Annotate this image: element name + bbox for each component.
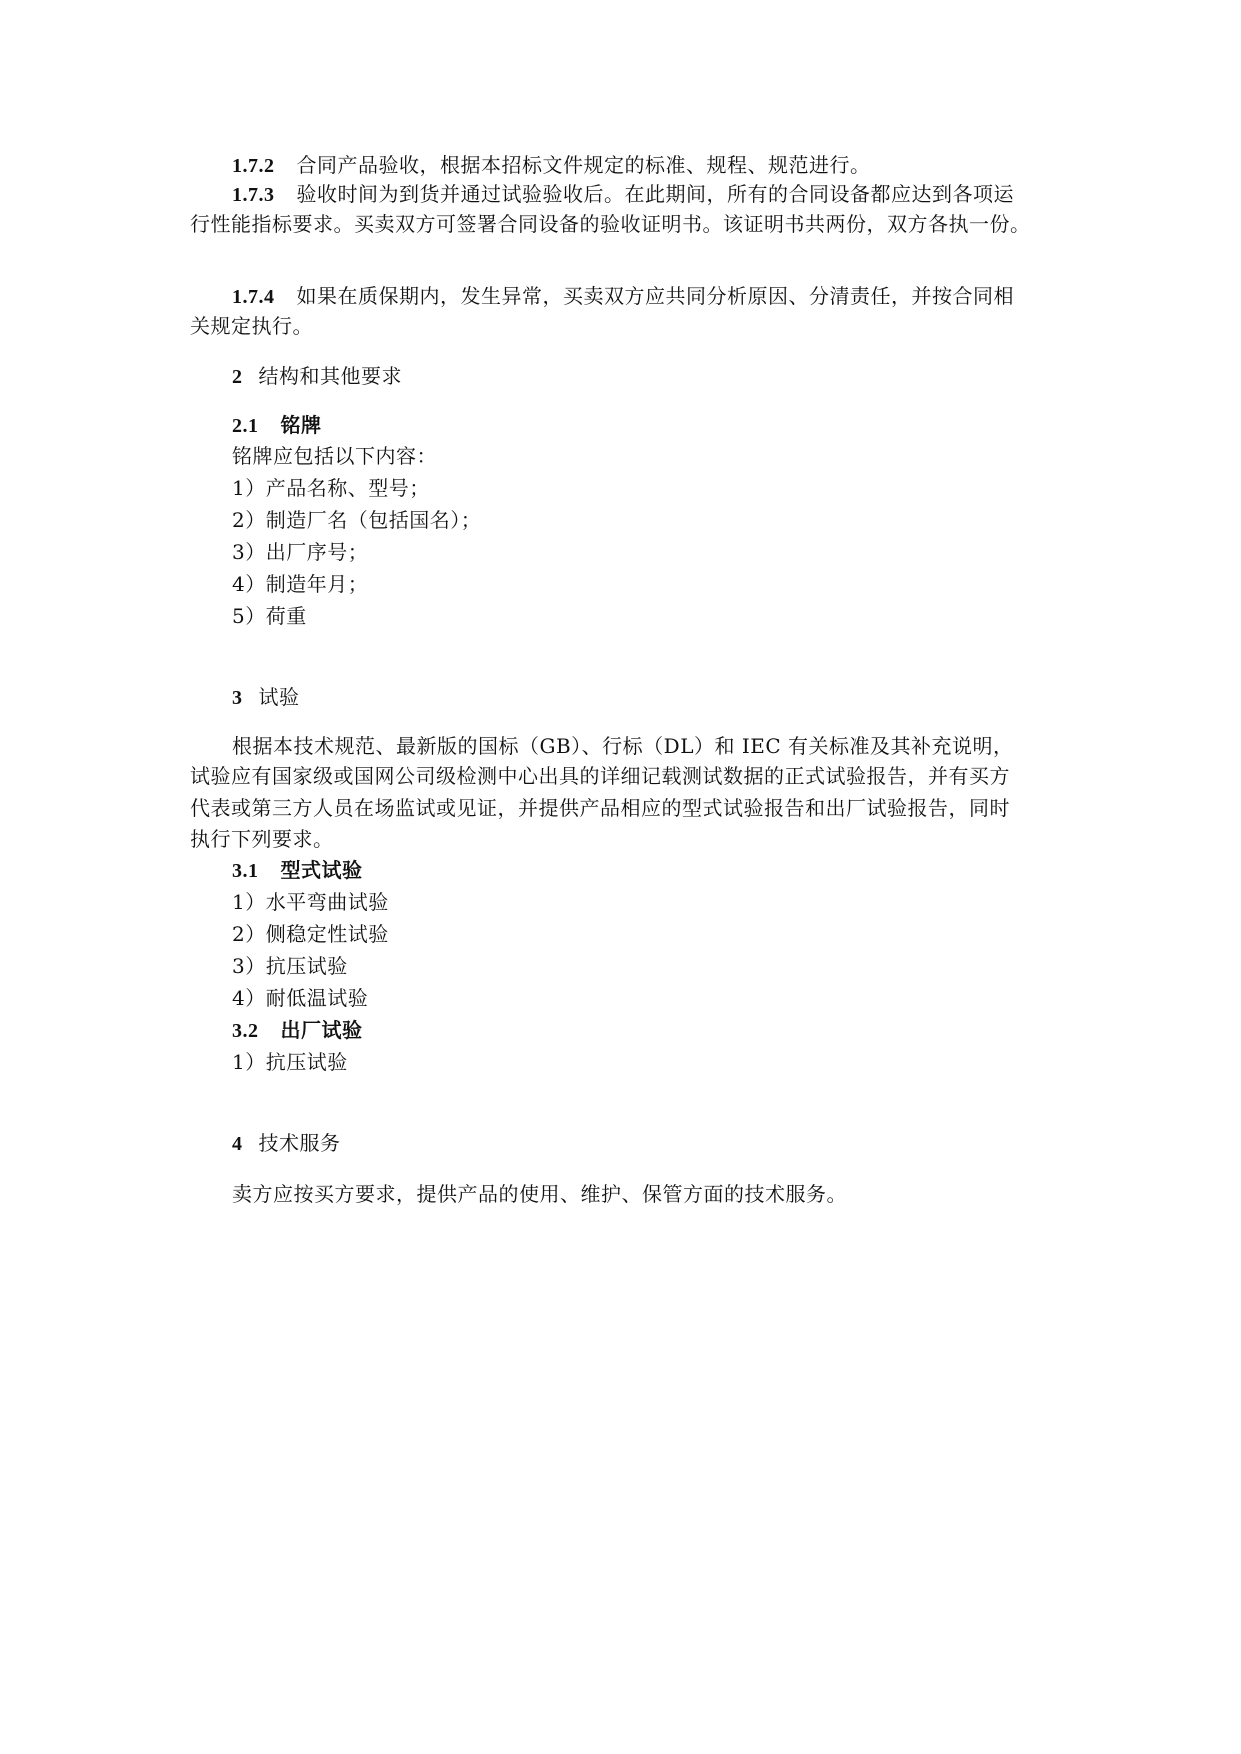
section-title: 出厂试验 xyxy=(280,1018,363,1042)
intro-text: 铭牌应包括以下内容： xyxy=(232,444,437,468)
list-item xyxy=(232,603,1112,629)
section-3-paragraph-line xyxy=(190,795,1070,821)
section-3-heading xyxy=(232,684,1112,711)
section-number: 3 xyxy=(232,687,243,709)
paragraph-text: 代表或第三方人员在场监试或见证，并提供产品相应的型式试验报告和出厂试验报告，同时 xyxy=(190,796,1010,820)
clause-number: 1.7.4 xyxy=(232,286,275,308)
section-number: 3.2 xyxy=(232,1020,259,1042)
list-item-text: 1）水平弯曲试验 xyxy=(232,890,389,914)
section-title: 型式试验 xyxy=(280,858,363,882)
section-3-paragraph-line xyxy=(190,763,1070,789)
list-item-text: 1）产品名称、型号； xyxy=(232,476,430,500)
list-item xyxy=(232,921,1112,947)
section-3-paragraph-line xyxy=(232,733,1112,759)
section-number: 2 xyxy=(232,366,243,388)
list-item-text: 5）荷重 xyxy=(232,604,307,628)
list-item xyxy=(232,1049,1112,1075)
clause-1-7-3 xyxy=(232,181,1112,208)
paragraph-text: 试验应有国家级或国网公司级检测中心出具的详细记载测试数据的正式试验报告，并有买方 xyxy=(190,764,1010,788)
list-item-text: 3）抗压试验 xyxy=(232,954,348,978)
nameplate-intro xyxy=(232,443,1112,469)
section-title: 技术服务 xyxy=(258,1131,341,1155)
list-item xyxy=(232,475,1112,501)
list-item-text: 2）侧稳定性试验 xyxy=(232,922,389,946)
section-title: 试验 xyxy=(258,685,300,709)
list-item xyxy=(232,985,1112,1011)
clause-text-line2: 行性能指标要求。买卖双方可签署合同设备的验收证明书。该证明书共两份，双方各执一份。 xyxy=(190,212,1031,236)
section-4-heading xyxy=(232,1130,1112,1157)
clause-text-line2: 关规定执行。 xyxy=(190,314,313,338)
list-item xyxy=(232,571,1112,597)
clause-1-7-3-continuation xyxy=(190,211,1070,237)
section-title: 结构和其他要求 xyxy=(258,364,402,388)
section-number: 4 xyxy=(232,1133,243,1155)
paragraph-text: 执行下列要求。 xyxy=(190,827,334,851)
clause-number: 1.7.3 xyxy=(232,184,275,206)
list-item xyxy=(232,539,1112,565)
clause-text: 合同产品验收，根据本招标文件规定的标准、规程、规范进行。 xyxy=(296,153,871,177)
list-item-text: 4）耐低温试验 xyxy=(232,986,369,1010)
section-4-text xyxy=(232,1181,1112,1207)
paragraph-text: 根据本技术规范、最新版的国标（GB）、行标（DL）和 IEC 有关标准及其补充说明， xyxy=(232,734,1014,758)
paragraph-text: 卖方应按买方要求，提供产品的使用、维护、保管方面的技术服务。 xyxy=(232,1182,847,1206)
list-item-text: 4）制造年月； xyxy=(232,572,369,596)
clause-number: 1.7.2 xyxy=(232,155,275,177)
list-item xyxy=(232,953,1112,979)
section-number: 2.1 xyxy=(232,415,259,437)
section-3-1-heading xyxy=(232,857,1112,884)
list-item-text: 2）制造厂名（包括国名）； xyxy=(232,508,482,532)
clause-text-line1: 验收时间为到货并通过试验验收后。在此期间，所有的合同设备都应达到各项运 xyxy=(296,182,1014,206)
list-item xyxy=(232,507,1112,533)
list-item-text: 1）抗压试验 xyxy=(232,1050,348,1074)
section-2-heading xyxy=(232,363,1112,390)
clause-1-7-4-continuation xyxy=(190,313,1070,339)
section-title: 铭牌 xyxy=(280,413,322,437)
section-3-2-heading xyxy=(232,1017,1112,1044)
list-item-text: 3）出厂序号； xyxy=(232,540,369,564)
clause-1-7-2 xyxy=(232,152,1112,179)
list-item xyxy=(232,889,1112,915)
section-number: 3.1 xyxy=(232,860,259,882)
clause-text-line1: 如果在质保期内，发生异常，买卖双方应共同分析原因、分清责任，并按合同相 xyxy=(296,284,1014,308)
section-3-paragraph-line xyxy=(190,826,1070,852)
section-2-1-heading xyxy=(232,412,1112,439)
clause-1-7-4 xyxy=(232,283,1112,310)
